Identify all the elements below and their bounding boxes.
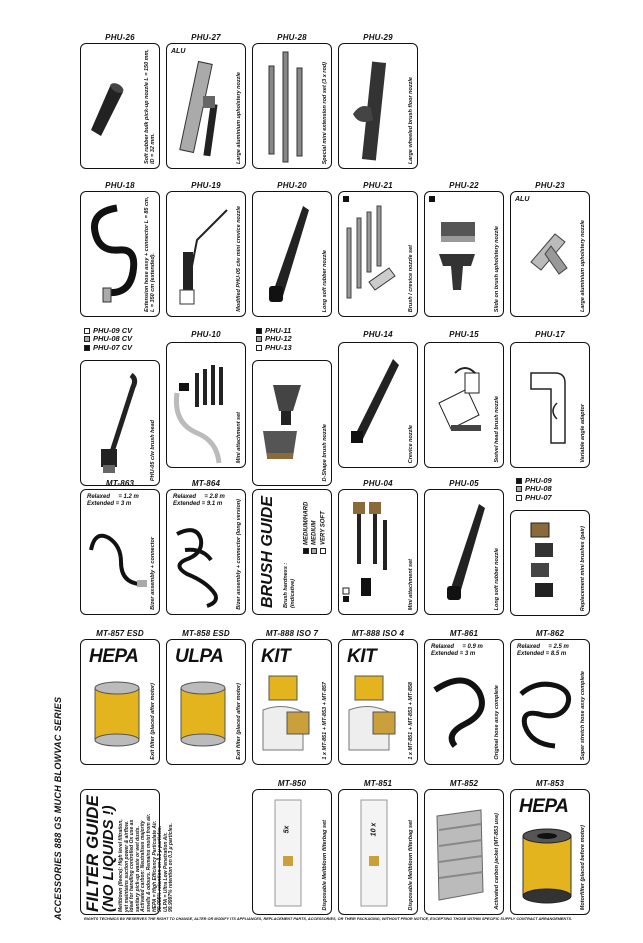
label-phu-05: Long soft rubber nozzle — [494, 547, 501, 610]
qty-label: 5x — [283, 825, 291, 834]
code-mt-852: MT-852 — [449, 779, 479, 788]
ulpa-badge: ULPA — [175, 646, 224, 667]
extension-rod-icon — [253, 44, 331, 168]
card-mt-851[interactable] — [338, 789, 418, 915]
filter-guide-text: Meltblown (fleece): High level filtration, yet maintains suction power & airflow. Ideal for handling controlled Ox use as sanitary pick-up waste or wet dusts. Activated carbon: Neutralises majority smells & odours. Remains moist from air. HEPA = High Efficiency Particulate Air. 99.995% retention on 0.3 μ particles. ULPA = Ultra Low Penetration Air. 99.9997% retention on 0.3 μ particles. — [118, 813, 175, 912]
card-phu-09-cv[interactable] — [80, 360, 160, 486]
code-phu-17: PHU-17 — [535, 330, 565, 339]
card-mt-862[interactable] — [510, 639, 590, 765]
code-phu-04: PHU-04 — [363, 479, 393, 488]
label-phu-17: Variable angle adaptor — [580, 404, 587, 463]
card-phu-11[interactable] — [252, 360, 332, 486]
label-mt-888-iso7: 1 x MT-851 + MT-853 + MT-857 — [322, 682, 329, 760]
card-mt-857[interactable] — [80, 639, 160, 765]
filter-guide-card — [80, 789, 175, 915]
brush-guide-title: BRUSH GUIDE — [259, 495, 276, 608]
length-spec: Relaxed = 1.2 m Extended = 3 m — [87, 494, 139, 507]
label-phu-11: D-Shape brush nozzle — [322, 423, 329, 481]
brush-hardness-label: Brush hardness : (indicative) — [283, 562, 296, 608]
code-phu-28: PHU-28 — [277, 33, 307, 42]
code-mt-888-iso7: MT-888 ISO 7 — [265, 629, 319, 638]
label-phu-10: Mini attachment set — [236, 411, 243, 463]
code-mt-861: MT-861 — [449, 629, 479, 638]
long-rubber-nozzle-icon — [253, 192, 331, 316]
angle-adaptor-icon — [511, 343, 589, 467]
code-phu-22: PHU-22 — [449, 181, 479, 190]
label-mt-853: Motorfilter (placed before motor) — [580, 824, 587, 910]
filterbag-icon — [253, 790, 331, 914]
variant-list: PHU-11 PHU-12 PHU-13 — [256, 327, 292, 352]
code-mt-850: MT-850 — [277, 779, 307, 788]
label-phu-27: Large aluminium upholstery nozzle — [236, 72, 243, 164]
code-phu-23: PHU-23 — [535, 181, 565, 190]
label-phu-29: Large wheeled brush floor nozzle — [408, 76, 415, 164]
hepa-filter-icon — [81, 640, 159, 764]
swivel-brush-icon — [425, 343, 503, 467]
mini-attachment-set-icon — [339, 490, 417, 614]
page-title: ACCESSORIES 888 GS MUCH BLOWVAC SERIES — [53, 696, 63, 920]
ulpa-filter-icon — [167, 640, 245, 764]
mini-attachment-icon — [167, 343, 245, 467]
code-phu-05: PHU-05 — [449, 479, 479, 488]
code-phu-18: PHU-18 — [105, 181, 135, 190]
hepa-badge: HEPA — [519, 796, 569, 817]
card-phu-15[interactable] — [424, 342, 504, 468]
label-phu-22: Slide on brush upholstery nozzle — [494, 225, 501, 312]
bizer-hose-icon — [81, 490, 159, 614]
hepa-badge: HEPA — [89, 646, 139, 667]
label-mt-851: Disposable Meltblown filterbag set — [408, 819, 415, 910]
label-mt-863: Bizer assembly + connector — [150, 537, 157, 610]
length-spec: Relaxed = 0.9 m Extended = 3 m — [431, 644, 483, 657]
card-phu-22[interactable] — [424, 191, 504, 317]
code-phu-20: PHU-20 — [277, 181, 307, 190]
filterbag-icon — [339, 790, 417, 914]
label-phu-04: Mini attachment set — [408, 558, 415, 610]
card-phu-21[interactable] — [338, 191, 418, 317]
card-phu-28[interactable] — [252, 43, 332, 169]
label-phu-15: Swivel head brush nozzle — [494, 396, 501, 463]
card-phu-26[interactable] — [80, 43, 160, 169]
label-mt-850: Disposable Meltblown filterbag set — [322, 819, 329, 910]
card-phu-17[interactable] — [510, 342, 590, 468]
card-mt-888-iso4[interactable] — [338, 639, 418, 765]
card-phu-09[interactable] — [510, 510, 590, 616]
card-phu-05[interactable] — [424, 489, 504, 615]
card-phu-20[interactable] — [252, 191, 332, 317]
label-phu-28: Special mini extension rod set (3 x rod) — [322, 61, 329, 164]
qty-label: 10 x — [370, 822, 378, 837]
variant-list: PHU-09 CV PHU-08 CV PHU-07 CV — [84, 327, 132, 352]
card-mt-864[interactable] — [166, 489, 246, 615]
crevice-nozzle-icon — [339, 343, 417, 467]
length-spec: Relaxed = 2.5 m Extended = 8.5 m — [517, 644, 569, 657]
code-mt-864: MT-864 — [191, 479, 221, 488]
code-phu-21: PHU-21 — [363, 181, 393, 190]
card-mt-853[interactable] — [510, 789, 590, 915]
card-phu-27[interactable] — [166, 43, 246, 169]
label-mt-862: Super stretch hose assy complete — [580, 670, 587, 760]
label-mt-852: Activated carbon jacket (MT-853 use) — [494, 813, 501, 910]
card-phu-10[interactable] — [166, 342, 246, 468]
card-phu-14[interactable] — [338, 342, 418, 468]
label-phu-20: Long soft rubber nozzle — [322, 249, 329, 312]
kit-icon — [253, 640, 331, 764]
label-phu-21: Brush / crevice nozzle set — [408, 244, 415, 312]
brush-hardness-levels: MEDIUM/HARD MEDIUM VERY SOFT — [303, 502, 328, 554]
kit-badge: KIT — [347, 646, 377, 667]
alu-tag: ALU — [171, 48, 186, 55]
card-mt-888-iso7[interactable] — [252, 639, 332, 765]
floor-brush-icon — [339, 44, 417, 168]
code-phu-15: PHU-15 — [449, 330, 479, 339]
variant-list: PHU-09 PHU-08 PHU-07 — [516, 477, 552, 502]
code-mt-857: MT-857 ESD — [96, 629, 144, 638]
code-phu-10: PHU-10 — [191, 330, 221, 339]
slide-brush-icon — [425, 192, 503, 316]
length-spec: Relaxed = 2.8 m Extended = 9.1 m — [173, 494, 225, 507]
label-phu-26: Soft rubber bulk pick-up nozzle L = 150 mm, ID = 32 mm. — [144, 49, 157, 164]
code-phu-29: PHU-29 — [363, 33, 393, 42]
code-mt-853: MT-853 — [535, 779, 565, 788]
card-phu-04[interactable] — [338, 489, 418, 615]
modified-nozzle-icon — [167, 192, 245, 316]
mini-brushes-icon — [511, 511, 589, 615]
hepa-filter-icon — [511, 790, 589, 914]
hose-assy-icon — [425, 640, 503, 764]
label-mt-888-iso4: 1 x MT-851 + MT-853 + MT-858 — [408, 682, 415, 760]
label-phu-19: Modified PHU-05 c/w mini crevice nozzle — [236, 206, 243, 312]
card-mt-850[interactable] — [252, 789, 332, 915]
code-mt-888-iso4: MT-888 ISO 4 — [351, 629, 405, 638]
brush-crevice-set-icon — [339, 192, 417, 316]
bizer-hose-long-icon — [167, 490, 245, 614]
brush-guide-card — [252, 489, 332, 615]
alu-tag: ALU — [515, 196, 530, 203]
label-mt-857: Exit filter (placed after motor) — [150, 683, 157, 760]
label-phu-23: Large aluminium upholstery nozzle — [580, 220, 587, 312]
kit-badge: KIT — [261, 646, 291, 667]
long-soft-nozzle-icon — [425, 490, 503, 614]
label-phu-14: Crevice nozzle — [408, 424, 415, 463]
carbon-jacket-icon — [425, 790, 503, 914]
code-phu-27: PHU-27 — [191, 33, 221, 42]
footnote: RIGHTS TECHNICS BV RESERVES THE RIGHT TO CHANGE, ALTER OR MODIFY ITS APPLIANCES, REPLACEMENT PARTS, ACCESSORIES, OR THEIR PACKAGING, WITHOUT PRIOR NOTICE, EXCEPTING THOSE WITHIN SPECIFIC SUPPLY CONTRACT ARRANGEMENTS. — [84, 917, 573, 921]
code-mt-851: MT-851 — [363, 779, 393, 788]
label-mini-brushes: Replacement mini brushes (pair) — [580, 525, 587, 611]
aluminium-upholstery-icon — [511, 192, 589, 316]
label-phu-18: Extension hose assy + connector L = 85 cm, L = 350 cm (extended). — [144, 196, 157, 312]
kit-icon — [339, 640, 417, 764]
card-mt-861[interactable] — [424, 639, 504, 765]
card-phu-23[interactable] — [510, 191, 590, 317]
brush-head-wand-icon — [81, 361, 159, 485]
code-mt-858: MT-858 ESD — [182, 629, 230, 638]
card-mt-863[interactable] — [80, 489, 160, 615]
code-phu-26: PHU-26 — [105, 33, 135, 42]
d-shape-brush-icon — [253, 361, 331, 485]
code-mt-862: MT-862 — [535, 629, 565, 638]
label-mt-861: Original hose assy complete — [494, 685, 501, 760]
aluminium-nozzle-icon — [167, 44, 245, 168]
code-mt-863: MT-863 — [105, 479, 135, 488]
label-mt-858: Exit filter (placed after motor) — [236, 683, 243, 760]
code-phu-19: PHU-19 — [191, 181, 221, 190]
card-phu-18[interactable] — [80, 191, 160, 317]
code-phu-14: PHU-14 — [363, 330, 393, 339]
stretch-hose-icon — [511, 640, 589, 764]
filter-guide-subtitle: (NO LIQUIDS !) — [100, 805, 117, 912]
card-mt-852[interactable] — [424, 789, 504, 915]
filter-guide-title: FILTER GUIDE — [83, 795, 102, 912]
label-phu-05-brush: PHU-05 c/w brush head — [150, 419, 157, 481]
label-mt-864: Bizer assembly + connector (long version) — [236, 499, 243, 610]
card-mt-858[interactable] — [166, 639, 246, 765]
card-phu-29[interactable] — [338, 43, 418, 169]
card-phu-19[interactable] — [166, 191, 246, 317]
